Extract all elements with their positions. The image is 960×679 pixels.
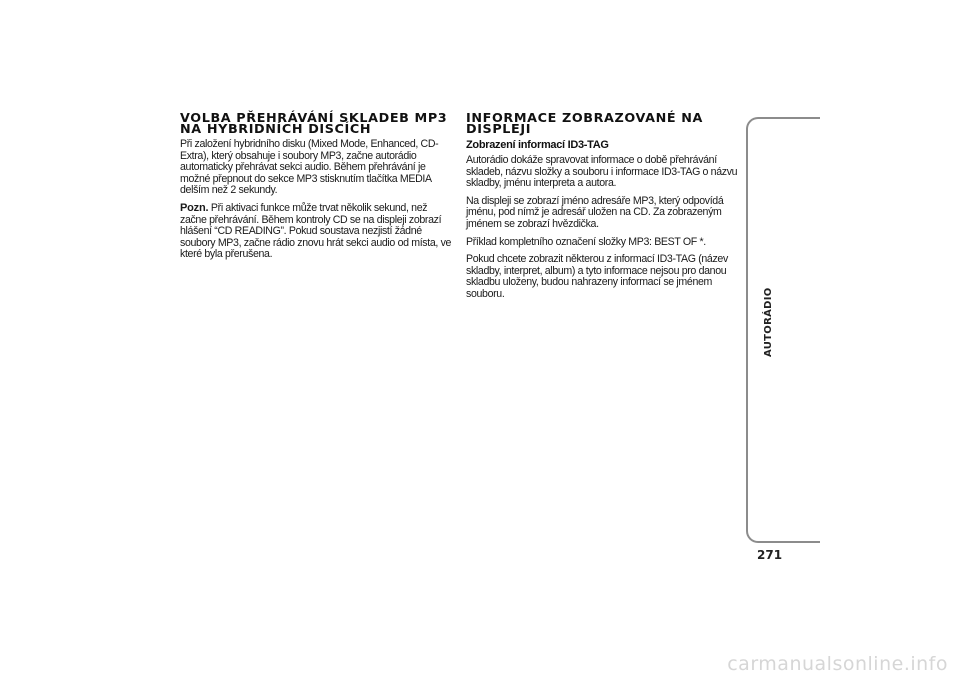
watermark: carmanualsonline.info [727,653,948,675]
paragraph: Autorádio dokáže spravovat informace o době přehrávání skladeb, názvu složky a souboru i informace ID3-TAG o názvu skladby, jménu interpreta a autora. [466,154,738,190]
note-label: Pozn. [180,201,209,214]
heading-line: DISPLEJI [466,121,532,136]
section-heading-mp3-hybrid [180,112,457,134]
paragraph: Pokud chcete zobrazit některou z informací ID3-TAG (název skladby, interpret, album) a tyto informace nejsou pro danou skladbu uloženy, budou nahrazeny informací se jménem souboru. [466,253,728,300]
note-text: Při aktivaci funkce může trvat několik sekund, než začne přehrávání. Během kontroly CD se na displeji zobrazí hlášení “CD READING”. Pokud soustava nezjistí žádné soubory MP3, začne rádio znovu hrát sekci audio od místa, ve které byla přerušena. [180,201,452,261]
page-number: 271 [757,548,783,562]
section-tab-frame [746,117,820,543]
note-paragraph [180,203,452,261]
section-label: AUTORÁDIO [763,287,774,357]
paragraph: Na displeji se zobrazí jméno adresáře MP3, který odpovídá jménu, pod nímž je adresář uložen na CD. Za zobrazeným jménem se zobrazí hvězdička. [466,194,724,230]
section-heading-display-info [466,112,752,134]
paragraph: Při založení hybridního disku (Mixed Mode, Enhanced, CD-Extra), který obsahuje i soubory MP3, začne autorádio automaticky přehrávat sekci audio. Během přehrávání je možné přepnout do sekce MP3 stisknutím tlačítka MEDIA delším než 2 sekundy. [180,138,439,197]
subheading-id3: Zobrazení informací ID3-TAG [466,139,609,151]
heading-line: VOLBA PŘEHRÁVÁNÍ SKLADEB MP3 [180,110,448,125]
heading-line: NA HYBRIDNÍCH DISCÍCH [180,121,372,136]
heading-line: INFORMACE ZOBRAZOVANÉ NA [466,110,703,125]
left-column [180,112,452,267]
right-column [466,112,746,307]
paragraph: Příklad kompletního označení složky MP3: BEST OF *. [466,235,706,248]
